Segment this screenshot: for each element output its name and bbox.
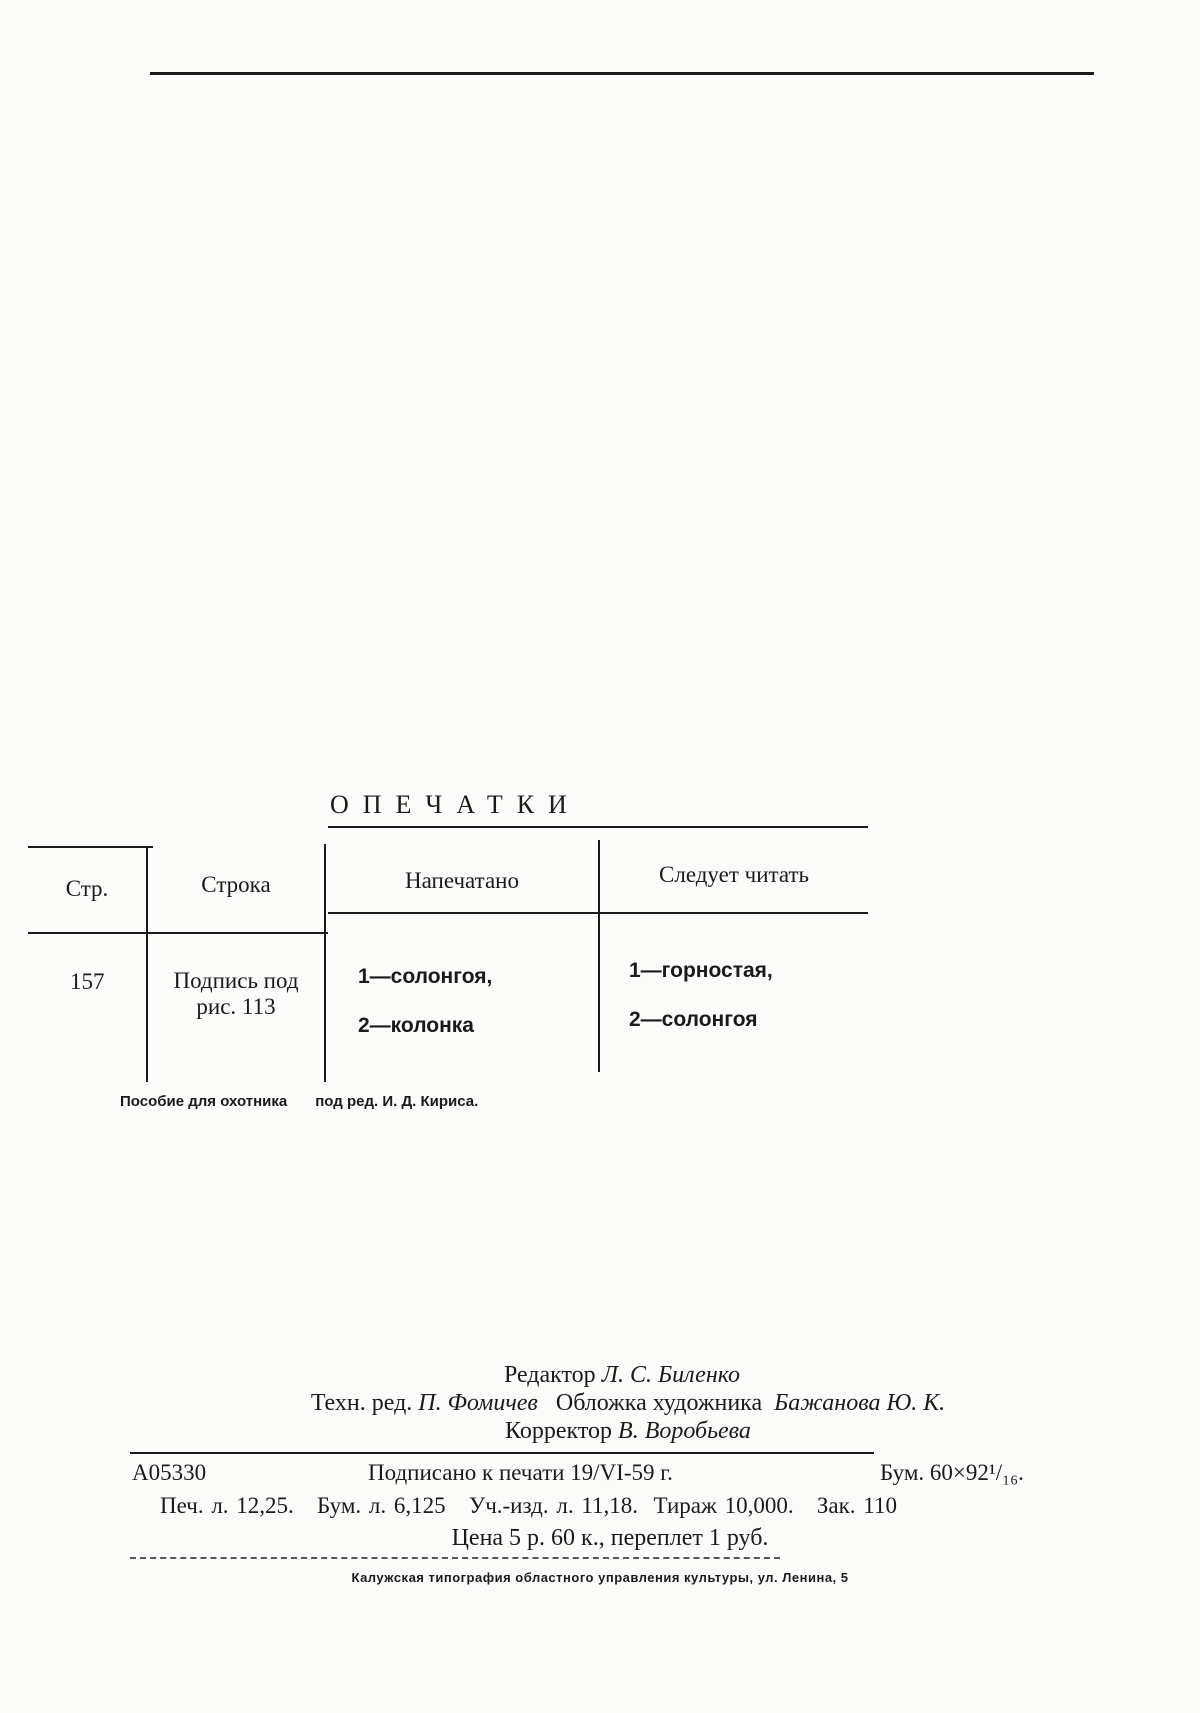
header-line: Строка: [201, 872, 271, 897]
book-editor-note: под ред. И. Д. Кириса.: [315, 1093, 479, 1110]
editor-line: [0, 1362, 1200, 1389]
header-printed: Напечатано: [405, 868, 519, 893]
imprint-run: Тираж 10,000.: [653, 1493, 794, 1518]
table-top-rule: [28, 846, 153, 848]
imprint-rule: [130, 1452, 874, 1454]
imprint-sheets-line: [160, 1493, 897, 1519]
book-reference: [120, 1093, 506, 1110]
row-should-read-1: 1—горностая,: [629, 959, 773, 982]
row-printed-2: 2—колонка: [358, 1014, 474, 1037]
imprint-price: Цена 5 р. 60 к., переплет 1 руб.: [451, 1525, 769, 1551]
row-page: 157: [70, 969, 105, 994]
imprint-order: Зак. 110: [816, 1493, 897, 1518]
proof-label: Корректор: [505, 1418, 613, 1444]
imprint-code: А05330: [132, 1460, 207, 1485]
row-line-2: рис. 113: [196, 994, 276, 1019]
row-line-1: Подпись под: [173, 968, 299, 993]
header-bottom-rule: [28, 932, 328, 934]
imprint-signed: Подписано к печати 19/VI-59 г.: [368, 1460, 673, 1485]
tech-name: П. Фомичев: [418, 1390, 538, 1416]
proof-name: В. Воробьева: [618, 1418, 751, 1444]
imprint-print-sheets: Печ. л. 12,25.: [160, 1493, 294, 1518]
top-rule: [150, 72, 1094, 75]
row-printed-1: 1—солонгоя,: [358, 965, 493, 988]
row-should-read-2: 2—солонгоя: [629, 1008, 758, 1031]
cover-name: Бажанова Ю. К.: [774, 1390, 946, 1416]
book-title: Пособие для охотника: [120, 1093, 288, 1110]
cover-label: Обложка художника: [555, 1390, 763, 1416]
editor-name: Л. С. Биленко: [601, 1362, 741, 1388]
imprint-paper-sheets: Бум. л. 6,125: [317, 1493, 446, 1518]
imprint-dash-rule: [130, 1557, 780, 1559]
tech-cover-line: [0, 1390, 1200, 1417]
editor-label: Редактор: [503, 1362, 596, 1388]
printer-line: Калужская типография областного управления культуры, ул. Ленина, 5: [351, 1570, 849, 1585]
errata-title: ОПЕЧАТКИ: [330, 790, 581, 819]
table-top-rule-right: [328, 826, 868, 828]
tech-label: Техн. ред.: [310, 1390, 413, 1416]
imprint-edit-sheets: Уч.-изд. л. 11,18.: [468, 1493, 638, 1518]
imprint-paper-format: Бум. 60×92¹/₁₆.: [880, 1460, 1024, 1485]
proof-line: [0, 1418, 1200, 1445]
errata-table: [28, 826, 868, 1082]
header-page: Стр.: [65, 876, 109, 901]
header-should-read: Следует читать: [659, 862, 809, 887]
